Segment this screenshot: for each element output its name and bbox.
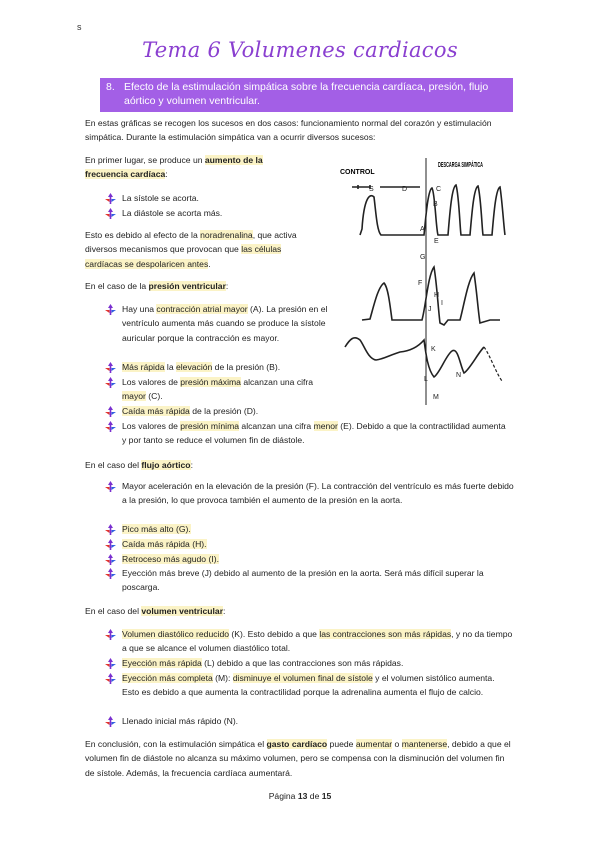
list-item: Mayor aceleración en la elevación de la presión (F). La contracción del ventrículo es más fuerte debido a la presión, lo que provoca también el aumento de la presión en la aorta. xyxy=(122,479,514,508)
bullet-arrow-icon xyxy=(105,421,116,432)
letter-f: F xyxy=(418,280,423,287)
letter-s: S xyxy=(369,186,374,193)
letter-h: H xyxy=(434,292,440,299)
ventricular-volume-trace xyxy=(345,338,484,377)
aortic-flow-trace xyxy=(362,267,500,325)
list-item: Eyección más completa (M): disminuye el volumen final de sístole y el volumen sistólico aumenta. Esto es debido a que aumenta la contractilidad porque la adrenalina aumenta el flujo de calcio. xyxy=(122,671,514,700)
list-item: Caída más rápida (H). xyxy=(122,537,514,551)
aortic-heading: En el caso del flujo aórtico: xyxy=(85,460,193,470)
bullet-arrow-icon xyxy=(105,568,116,579)
page-number: Página 13 de 15 xyxy=(268,791,332,801)
bullet-arrow-icon xyxy=(105,193,116,204)
list-item: Retroceso más agudo (I). xyxy=(122,552,514,566)
bullet-arrow-icon xyxy=(105,377,116,388)
section-heading-band xyxy=(100,78,513,112)
list-item: La diástole se acorta más. xyxy=(122,206,322,220)
letter-j: J xyxy=(428,306,432,313)
section-number: 8. xyxy=(106,81,115,93)
page-title: Tema 6 Volumenes cardiacos xyxy=(142,38,458,62)
list-item: Los valores de presión mínima alcanzan una cifra menor (E). Debido a que la contractilidad aumenta y por tanto se reduce el volumen fin de diástole. xyxy=(122,419,512,448)
figure-label-control: CONTROL xyxy=(340,169,375,176)
bullet-arrow-icon xyxy=(105,658,116,669)
letter-c: C xyxy=(436,186,442,193)
bullet-arrow-icon xyxy=(105,629,116,640)
figure-label-discharge: DESCARGA SIMPÁTICA xyxy=(438,162,519,169)
letter-b: B xyxy=(433,201,438,208)
list-item: Volumen diastólico reducido (K). Esto debido a que las contracciones son más rápidas, y no da tiempo a que se alcance el volumen diastólico total. xyxy=(122,627,514,656)
bullet-arrow-icon xyxy=(105,304,116,315)
noradrenaline-paragraph: Esto es debido al efecto de la noradrenalina, que activa diversos mecanismos que provocan que las células cardíacas se despolaricen antes. xyxy=(85,230,297,269)
pressure-heading: En el caso de la presión ventricular: xyxy=(85,281,229,291)
corner-mark: s xyxy=(77,22,82,32)
bullet-arrow-icon xyxy=(105,673,116,684)
list-item: Los valores de presión máxima alcanzan una cifra mayor (C). xyxy=(122,375,332,404)
letter-l: L xyxy=(424,376,428,383)
section-heading: Efecto de la estimulación simpática sobre la frecuencia cardíaca, presión, flujo aórtico y volumen ventricular. xyxy=(124,81,489,107)
volume-heading: En el caso del volumen ventricular: xyxy=(85,606,226,616)
heart-rate-paragraph: En primer lugar, se produce un aumento de la frecuencia cardíaca: xyxy=(85,155,263,180)
conclusion-paragraph: En conclusión, con la estimulación simpática el gasto cardíaco puede aumentar o mantenerse, debido a que el volumen fin de diástole no alcanza su máximo volumen, pero se compensa con la disminución del volumen fin de sístole. Además, la frecuencia cardíaca aumentará. xyxy=(85,739,511,778)
letter-a: A xyxy=(420,226,425,233)
letter-g: G xyxy=(420,254,426,261)
bullet-arrow-icon xyxy=(105,524,116,535)
bullet-arrow-icon xyxy=(105,481,116,492)
letter-n: N xyxy=(456,372,462,379)
ventricular-pressure-trace xyxy=(352,185,505,235)
letter-d: D xyxy=(402,186,408,193)
letter-i: I xyxy=(441,300,443,307)
list-item: Llenado inicial más rápido (N). xyxy=(122,714,514,728)
list-item: Pico más alto (G). xyxy=(122,522,514,536)
bullet-arrow-icon xyxy=(105,716,116,727)
bullet-arrow-icon xyxy=(105,406,116,417)
letter-m: M xyxy=(433,394,439,401)
list-item: Más rápida la elevación de la presión (B). xyxy=(122,360,332,374)
volume-trace-dashed xyxy=(484,347,502,381)
list-item: Eyección más breve (J) debido al aumento de la presión en la aorta. Será más difícil superar la poscarga. xyxy=(122,566,514,595)
list-item: La sístole se acorta. xyxy=(122,191,322,205)
bullet-arrow-icon xyxy=(105,208,116,219)
cardiac-waveform-figure xyxy=(340,155,520,410)
bullet-arrow-icon xyxy=(105,362,116,373)
letter-k: K xyxy=(431,346,436,353)
intro-paragraph: En estas gráficas se recogen los sucesos en dos casos: funcionamiento normal del corazón y estimulación simpática. Durante la estimulación simpática van a ocurrir diversos sucesos: xyxy=(85,118,492,143)
bullet-arrow-icon xyxy=(105,554,116,565)
letter-e: E xyxy=(434,238,439,245)
heart-rate-highlight: aumento de la frecuencia cardíaca xyxy=(85,155,263,180)
bullet-arrow-icon xyxy=(105,539,116,550)
list-item: Eyección más rápida (L) debido a que las contracciones son más rápidas. xyxy=(122,656,514,670)
list-item: Hay una contracción atrial mayor (A). La presión en el ventrículo aumenta más cuando se produce la sístole auricular porque la contracción es mayor. xyxy=(122,302,332,345)
list-item: Caída más rápida de la presión (D). xyxy=(122,404,332,418)
